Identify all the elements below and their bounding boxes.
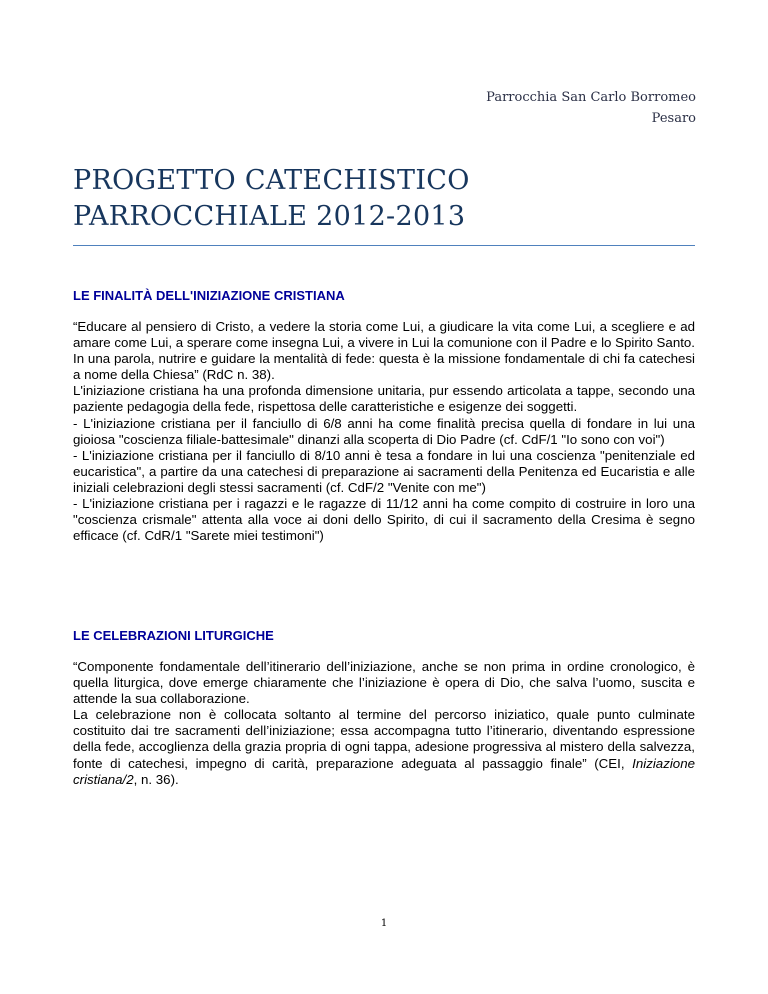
body-text: , n. 36).	[133, 771, 179, 787]
quote-paragraph: “Educare al pensiero di Cristo, a vedere la storia come Lui, a giudicare la vita come Lui, a scegliere e ad amare come Lui, a sperare come insegna Lui, a vivere in Lui la comunione con il Padre e lo Spirito Santo. In una parola, nutrire e guidare la mentalità di fede: questa è la missione fondamentale di chi fa catechesi a nome della Chiesa” (RdC n. 38).	[73, 319, 695, 383]
body-paragraph: “Componente fondamentale dell’itinerario dell’iniziazione, anche se non prima in ordine cronologico, è quella liturgica, dove emerge chiaramente che l’iniziazione è opera di Dio, che salva l’uomo, suscita e attende la sua collaborazione.	[73, 659, 695, 707]
body-paragraph: L'iniziazione cristiana ha una profonda dimensione unitaria, pur essendo articolata a tappe, secondo una paziente pedagogia della fede, rispettosa delle caratteristiche e esigenze dei soggetti.	[73, 383, 695, 415]
document-title	[73, 163, 695, 246]
body-paragraph: - L'iniziazione cristiana per i ragazzi e le ragazze di 11/12 anni ha come compito di costruire in loro una "coscienza crismale" attenta alla voce ai doni dello Spirito, di cui il sacramento della Cresima è segno efficace (cf. CdR/1 "Sarete miei testimoni")	[73, 496, 695, 544]
section-celebrazioni-body	[73, 659, 695, 788]
citation-title: Iniziazione cristiana/2	[73, 755, 695, 787]
parish-name: Parrocchia San Carlo Borromeo	[486, 90, 696, 105]
page-header	[486, 87, 696, 129]
page-number: 1	[380, 918, 388, 929]
body-paragraph	[73, 707, 695, 787]
section-heading-finalita: LE FINALITÀ DELL'INIZIAZIONE CRISTIANA	[73, 288, 345, 303]
city-name: Pesaro	[651, 111, 696, 126]
body-paragraph: - L'iniziazione cristiana per il fanciullo di 8/10 anni è tesa a fondare in lui una coscienza "penitenziale ed eucaristica", a partire da una catechesi di preparazione ai sacramenti della Penitenza ed Eucaristia e alle iniziali celebrazioni degli stessi sacramenti (cf. CdF/2 "Venite con me")	[73, 447, 695, 495]
title-line-2: PARROCCHIALE 2012-2013	[73, 201, 466, 232]
section-heading-celebrazioni: LE CELEBRAZIONI LITURGICHE	[73, 628, 274, 643]
title-line-1: PROGETTO CATECHISTICO	[73, 165, 470, 196]
body-paragraph: - L'iniziazione cristiana per il fanciullo di 6/8 anni ha come finalità precisa quella di fondare in lui una gioiosa "coscienza filiale-battesimale" dinanzi alla scoperta di Dio Padre (cf. CdF/1 "Io sono con voi")	[73, 415, 695, 447]
section-finalita-body	[73, 319, 695, 544]
body-text: La celebrazione non è collocata soltanto al termine del percorso iniziatico, quale punto culminate costituito dai tre sacramenti dell’iniziazione; essa accompagna tutto l’itinerario, diventando espressione della fede, accoglienza della grazia propria di ogni tappa, adesione progressiva al mistero della salvezza, fonte di catechesi, impegno di carità, preparazione adeguata al passaggio finale” (CEI,	[73, 707, 695, 771]
